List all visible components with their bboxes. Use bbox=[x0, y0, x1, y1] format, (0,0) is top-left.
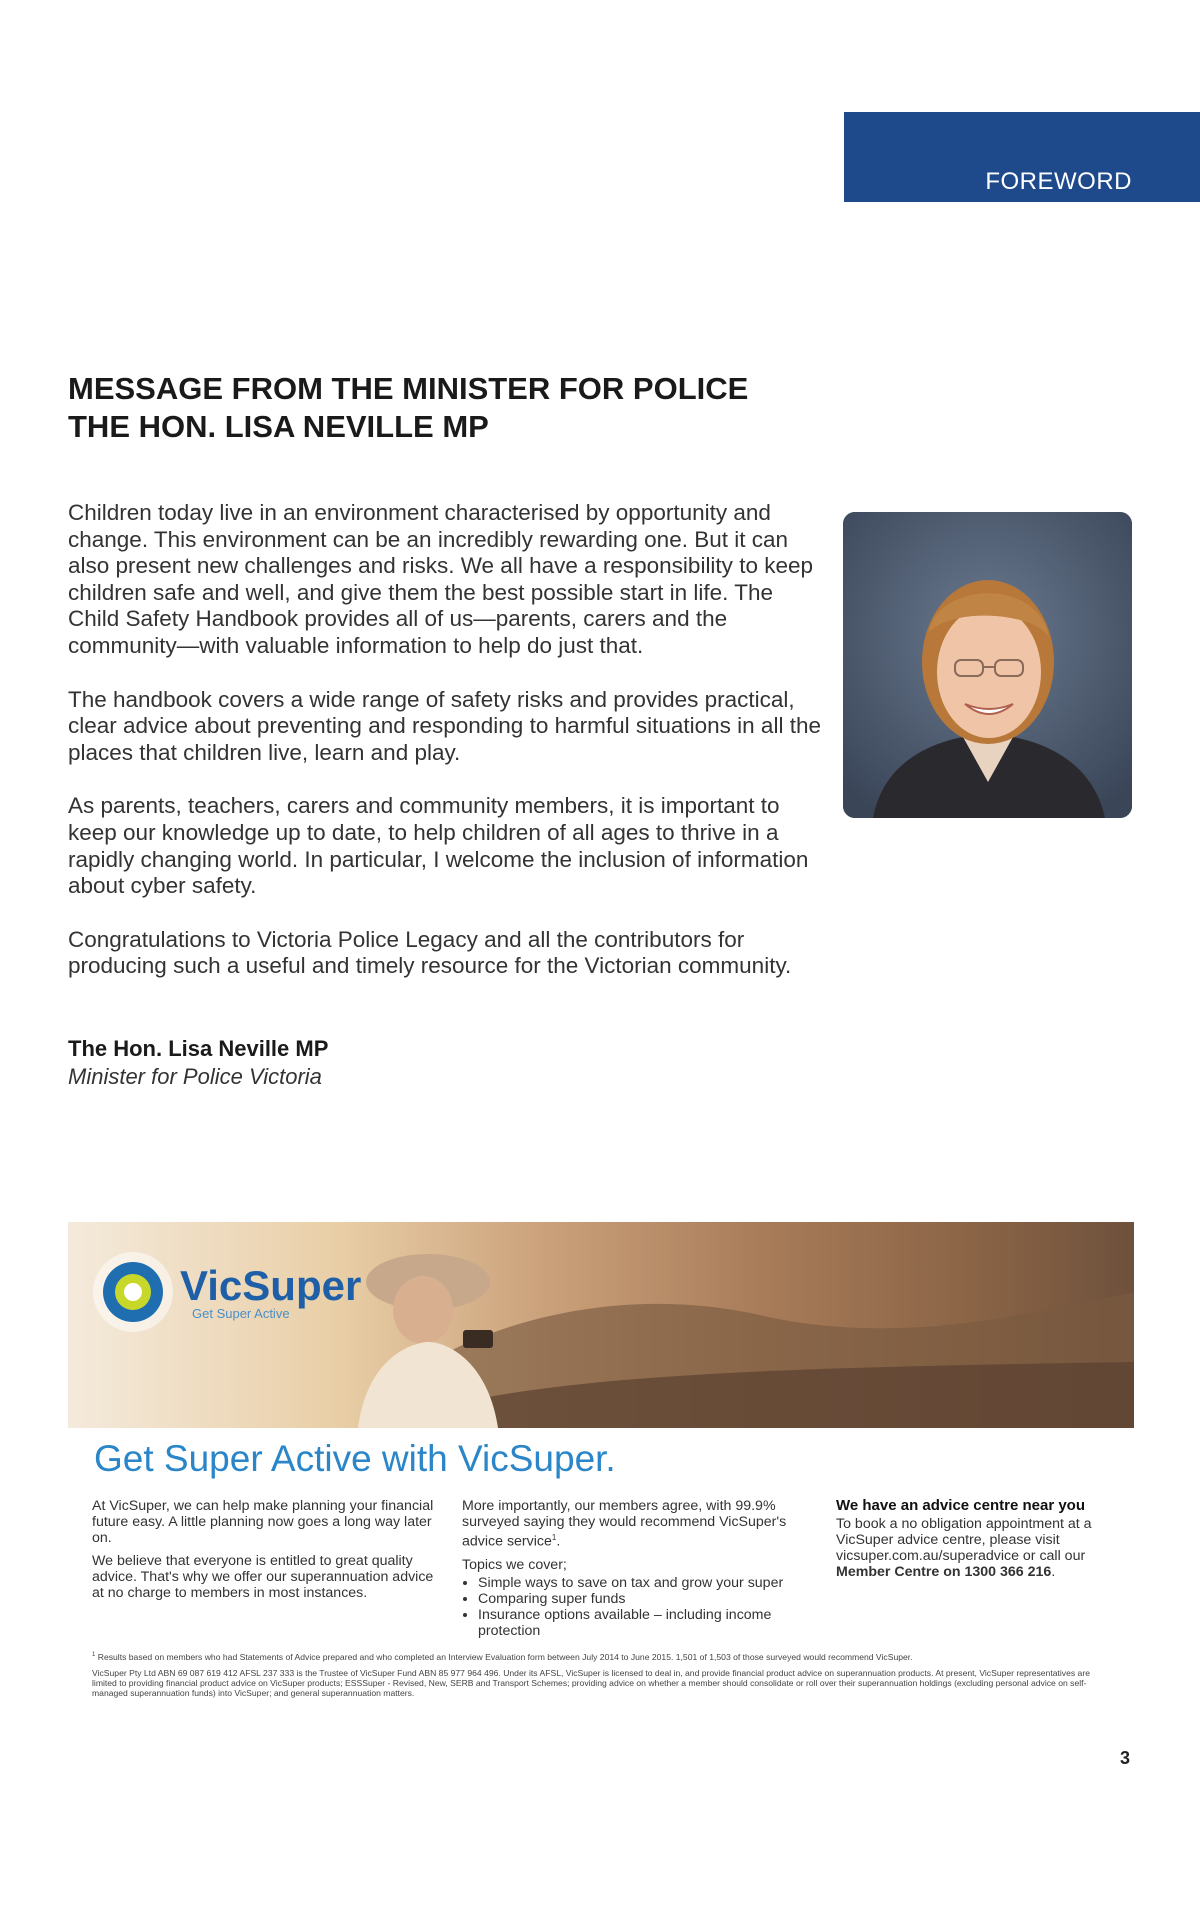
vicsuper-logo-text: VicSuper bbox=[180, 1262, 362, 1309]
list-item: • Comparing super funds bbox=[478, 1591, 822, 1607]
foreword-body bbox=[68, 500, 828, 1007]
section-tab bbox=[844, 112, 1200, 202]
advice-centre-text: To book a no obligation appointment at a VicSuper advice centre, please visit vicsuper.com.au/superadvice or call our Member Centre on 1300 366 216. bbox=[836, 1516, 1092, 1580]
ad-text: We believe that everyone is entitled to great quality advice. That's why we offer our superannuation advice at no charge to members in most instances. bbox=[92, 1553, 434, 1601]
advice-centre-heading: We have an advice centre near you bbox=[836, 1497, 1086, 1514]
page-number: 3 bbox=[1120, 1748, 1131, 1768]
ad-disclaimer: VicSuper Pty Ltd ABN 69 087 619 412 AFSL 237 333 is the Trustee of VicSuper Fund ABN 85 977 964 496. Under its AFSL, VicSuper is licensed to deal in, and provide financial product advice on superannuation products. At present, VicSuper representatives are limited to providing financial product advice on VicSuper products; ESSSuper - Revised, New, SERB and Transport Schemes; providing advice on whether a member should consolidate or roll over their superannuation holdings (excluding personal advice on self-managed superannuation funds) into VicSuper; and general superannuation matters. bbox=[92, 1668, 1090, 1698]
ad-column-2 bbox=[462, 1498, 822, 1639]
vicsuper-ad-banner bbox=[68, 1222, 1134, 1428]
paragraph: The handbook covers a wide range of safety risks and provides practical, clear advice about preventing and responding to harmful situations in all the places that children live, learn and play. bbox=[68, 686, 821, 765]
vicsuper-logo-icon bbox=[93, 1252, 173, 1332]
list-item: • Insurance options available – including income protection bbox=[478, 1607, 822, 1639]
topics-list bbox=[462, 1575, 822, 1639]
vicsuper-logo-tagline: Get Super Active bbox=[192, 1306, 290, 1321]
paragraph: As parents, teachers, carers and community members, it is important to keep our knowledge up to date, to help children of all ages to thrive in a rapidly changing world. In particular, I welcome the inclusion of information about cyber safety. bbox=[68, 793, 809, 899]
paragraph: Congratulations to Victoria Police Legacy and all the contributors for producing such a useful and timely resource for the Victorian community. bbox=[68, 926, 792, 979]
section-tab-label: FOREWORD bbox=[985, 168, 1132, 195]
ad-column-3 bbox=[836, 1498, 1116, 1580]
title-line-2: THE HON. LISA NEVILLE MP bbox=[68, 409, 489, 444]
page-title bbox=[68, 370, 828, 446]
portrait-illustration bbox=[843, 512, 1132, 818]
ad-text: More importantly, our members agree, with 99.9% surveyed saying they would recommend VicSuper's advice service$^1$. bbox=[462, 1498, 787, 1550]
ad-text: At VicSuper, we can help make planning your financial future easy. A little planning now goes a long way later on. bbox=[92, 1498, 434, 1546]
banner-scenery bbox=[68, 1222, 1134, 1428]
signature-title: Minister for Police Victoria bbox=[68, 1064, 322, 1089]
ad-column-1 bbox=[92, 1498, 446, 1608]
ad-headline: Get Super Active with VicSuper. bbox=[94, 1438, 616, 1479]
signature-name: The Hon. Lisa Neville MP bbox=[68, 1036, 329, 1061]
paragraph: Children today live in an environment characterised by opportunity and change. This environment can be an incredibly rewarding one. But it can also present new challenges and risks. We all have a responsibility to keep children safe and well, and give them the best possible start in life. The Child Safety Handbook provides all of us—parents, carers and the community—with valuable information to help do just that. bbox=[68, 500, 813, 658]
ad-footnote: $^1$ Results based on members who had Statements of Advice prepared and who completed an Interview Evaluation form between July 2014 to June 2015. 1,501 of 1,503 of those surveyed would recommend VicSuper. bbox=[92, 1652, 913, 1662]
list-item: • Simple ways to save on tax and grow your super bbox=[478, 1575, 822, 1591]
title-line-1: MESSAGE FROM THE MINISTER FOR POLICE bbox=[68, 371, 749, 406]
minister-portrait bbox=[843, 512, 1132, 818]
topics-label: Topics we cover; bbox=[462, 1556, 567, 1573]
